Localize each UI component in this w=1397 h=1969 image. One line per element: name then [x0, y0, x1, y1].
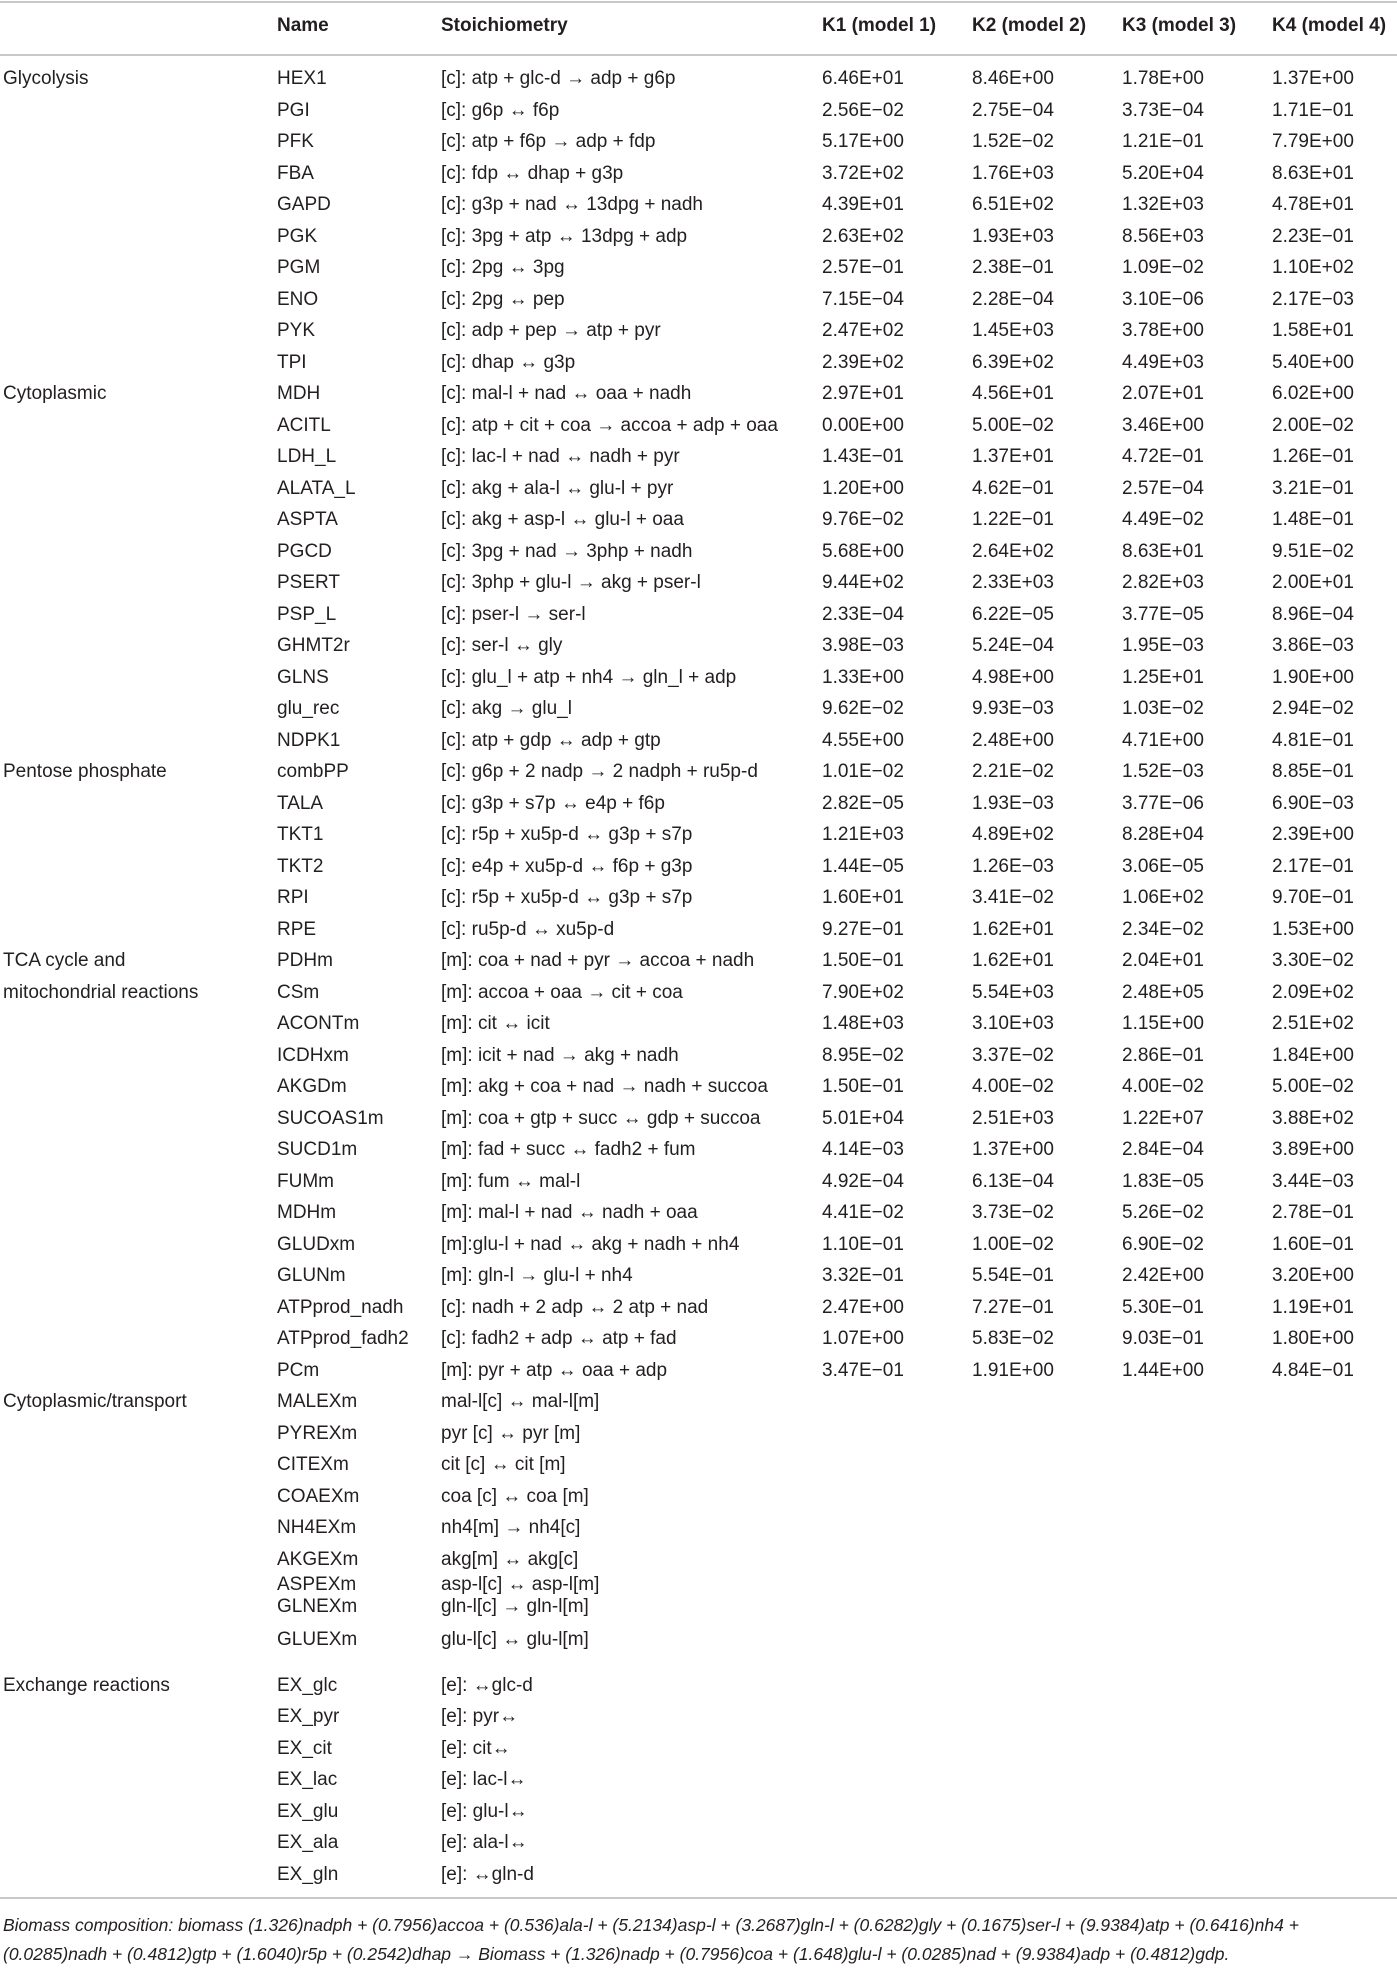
reaction-stoichiometry: [c]: g6p ↔ f6p [441, 99, 560, 121]
k1-value: 1.43E−01 [822, 446, 904, 467]
k4-value: 3.44E−03 [1272, 1170, 1354, 1192]
reaction-name: EX_cit [277, 1737, 332, 1759]
reaction-stoichiometry: [m]: icit + nad → akg + nadh [441, 1044, 679, 1066]
k2-value: 1.45E+03 [972, 320, 1054, 341]
k1-value: 7.90E+02 [822, 981, 904, 1003]
k3-value: 6.90E−02 [1122, 1233, 1204, 1255]
k4-value: 3.30E−02 [1272, 950, 1354, 971]
reaction-name: AKGEXm [277, 1548, 359, 1570]
reaction-name: RPE [277, 918, 317, 940]
reaction-stoichiometry: [c]: atp + glc-d → adp + g6p [441, 68, 676, 89]
header-name: Name [277, 15, 329, 36]
k4-value: 1.48E−01 [1272, 509, 1354, 530]
k1-value: 5.68E+00 [822, 540, 904, 562]
k2-value: 6.22E−05 [972, 603, 1054, 625]
reaction-stoichiometry: [c]: ru5p-d ↔ xu5p-d [441, 918, 615, 940]
reaction-stoichiometry: [e]: ↔glc-d [441, 1674, 533, 1696]
k4-value: 2.00E−02 [1272, 414, 1354, 436]
reaction-stoichiometry: [c]: g3p + s7p ↔ e4p + f6p [441, 792, 665, 814]
k1-value: 1.07E+00 [822, 1328, 904, 1349]
reaction-name: ACONTm [277, 1013, 360, 1034]
k1-value: 2.33E−04 [822, 603, 904, 625]
reaction-name: HEX1 [277, 68, 327, 89]
k3-value: 3.06E−05 [1122, 855, 1204, 877]
reaction-name: AKGDm [277, 1076, 347, 1097]
k3-value: 1.21E−01 [1122, 131, 1204, 152]
k3-value: 4.72E−01 [1122, 446, 1204, 467]
k2-value: 1.76E+03 [972, 162, 1054, 184]
reaction-stoichiometry: cit [c] ↔ cit [m] [441, 1454, 566, 1475]
reaction-stoichiometry: [e]: ↔gln-d [441, 1863, 534, 1885]
reaction-name: PCm [277, 1359, 320, 1381]
k3-value: 1.44E+00 [1122, 1359, 1204, 1381]
k2-value: 5.00E−02 [972, 414, 1054, 436]
k2-value: 5.83E−02 [972, 1328, 1054, 1349]
k4-value: 1.53E+00 [1272, 918, 1354, 940]
k3-value: 5.20E+04 [1122, 162, 1204, 184]
k1-value: 2.63E+02 [822, 225, 904, 247]
reaction-stoichiometry: [c]: glu_l + atp + nh4 → gln_l + adp [441, 666, 737, 688]
k1-value: 4.92E−04 [822, 1170, 904, 1192]
reaction-stoichiometry: mal-l[c] ↔ mal-l[m] [441, 1391, 600, 1412]
k4-value: 5.00E−02 [1272, 1076, 1354, 1097]
reaction-stoichiometry: [c]: r5p + xu5p-d ↔ g3p + s7p [441, 887, 693, 908]
k4-value: 7.79E+00 [1272, 131, 1354, 152]
k4-value: 2.51E+02 [1272, 1013, 1354, 1034]
k1-value: 1.60E+01 [822, 887, 904, 908]
k1-value: 0.00E+00 [822, 414, 904, 436]
reaction-name: COAEXm [277, 1485, 360, 1507]
reaction-name: PGI [277, 99, 310, 121]
reaction-stoichiometry: [m]: pyr + atp ↔ oaa + adp [441, 1359, 668, 1381]
k3-value: 1.95E−03 [1122, 635, 1204, 656]
k2-value: 1.52E−02 [972, 131, 1054, 152]
reaction-name: EX_pyr [277, 1706, 340, 1727]
reaction-name: GAPD [277, 194, 331, 215]
k1-value: 3.98E−03 [822, 635, 904, 656]
reaction-stoichiometry: [e]: pyr↔ [441, 1706, 519, 1727]
k4-value: 2.39E+00 [1272, 824, 1354, 845]
k2-value: 4.00E−02 [972, 1076, 1054, 1097]
group-label: TCA cycle and mitochondrial reactions [3, 950, 199, 1003]
reaction-name: PDHm [277, 950, 333, 971]
reaction-stoichiometry: [c]: akg → glu_l [441, 698, 572, 719]
k4-value: 6.90E−03 [1272, 792, 1354, 814]
k1-value: 3.72E+02 [822, 162, 904, 184]
reaction-stoichiometry: [c]: akg + ala-l ↔ glu-l + pyr [441, 477, 674, 499]
reaction-name: MDH [277, 383, 321, 404]
k1-value: 6.46E+01 [822, 68, 904, 89]
header-k1: K1 (model 1) [822, 15, 937, 36]
reaction-stoichiometry: [m]: gln-l → glu-l + nh4 [441, 1265, 633, 1286]
k3-value: 1.78E+00 [1122, 68, 1204, 89]
k1-value: 1.21E+03 [822, 824, 904, 845]
reaction-name: ASPTA [277, 509, 338, 530]
reaction-name: EX_glu [277, 1800, 339, 1822]
k1-value: 9.76E−02 [822, 509, 904, 530]
reaction-stoichiometry: pyr [c] ↔ pyr [m] [441, 1422, 581, 1444]
reaction-stoichiometry: [c]: 3pg + nad → 3php + nadh [441, 540, 693, 562]
reaction-stoichiometry: [m]: coa + gtp + succ ↔ gdp + succoa [441, 1107, 761, 1129]
header-k3: K3 (model 3) [1122, 15, 1237, 36]
reaction-stoichiometry: [c]: fdp ↔ dhap + g3p [441, 162, 624, 184]
k4-value: 8.63E+01 [1272, 162, 1354, 184]
reaction-name: GLUEXm [277, 1629, 358, 1650]
k1-value: 1.50E−01 [822, 950, 904, 971]
k2-value: 1.93E−03 [972, 792, 1054, 814]
k4-value: 3.86E−03 [1272, 635, 1354, 656]
reaction-name: PGK [277, 225, 318, 247]
k2-value: 3.10E+03 [972, 1013, 1054, 1034]
reaction-stoichiometry: [c]: lac-l + nad ↔ nadh + pyr [441, 446, 680, 467]
k2-value: 1.00E−02 [972, 1233, 1054, 1255]
k3-value: 1.25E+01 [1122, 666, 1204, 688]
k1-value: 7.15E−04 [822, 288, 904, 310]
k1-value: 4.39E+01 [822, 194, 904, 215]
k2-value: 3.37E−02 [972, 1044, 1054, 1066]
reaction-stoichiometry: coa [c] ↔ coa [m] [441, 1485, 589, 1507]
k3-value: 1.22E+07 [1122, 1107, 1204, 1129]
reaction-name: PGCD [277, 540, 332, 562]
k3-value: 2.07E+01 [1122, 383, 1204, 404]
k1-value: 2.47E+00 [822, 1296, 904, 1318]
reaction-name: CSm [277, 981, 320, 1003]
k4-value: 8.96E−04 [1272, 603, 1354, 625]
reaction-name: TKT1 [277, 824, 324, 845]
k1-value: 2.56E−02 [822, 99, 904, 121]
reaction-stoichiometry: akg[m] ↔ akg[c] [441, 1548, 579, 1570]
k3-value: 3.77E−05 [1122, 603, 1204, 625]
k4-value: 3.88E+02 [1272, 1107, 1354, 1129]
k1-value: 2.39E+02 [822, 351, 904, 373]
k1-value: 8.95E−02 [822, 1044, 904, 1066]
reaction-name: ATPprod_nadh [277, 1296, 404, 1318]
k4-value: 4.84E−01 [1272, 1359, 1354, 1381]
k4-value: 1.26E−01 [1272, 446, 1354, 467]
k3-value: 5.30E−01 [1122, 1296, 1204, 1318]
group-label: Glycolysis [3, 68, 89, 90]
reaction-stoichiometry: [c]: r5p + xu5p-d ↔ g3p + s7p [441, 824, 693, 845]
k4-value: 2.78E−01 [1272, 1202, 1354, 1223]
k3-value: 2.42E+00 [1122, 1265, 1204, 1286]
reaction-stoichiometry: [c]: pser-l → ser-l [441, 603, 586, 625]
reaction-stoichiometry: [c]: 2pg ↔ pep [441, 288, 565, 310]
k3-value: 5.26E−02 [1122, 1202, 1204, 1223]
reaction-stoichiometry: [c]: adp + pep → atp + pyr [441, 320, 661, 341]
reaction-name: PFK [277, 131, 314, 152]
k2-value: 4.62E−01 [972, 477, 1054, 499]
reaction-name: CITEXm [277, 1454, 349, 1475]
reaction-stoichiometry: [m]: accoa + oaa → cit + coa [441, 981, 683, 1003]
reaction-name: GLUDxm [277, 1233, 356, 1255]
reaction-stoichiometry: [m]: akg + coa + nad → nadh + succoa [441, 1076, 768, 1097]
k1-value: 2.47E+02 [822, 320, 904, 341]
k1-value: 1.50E−01 [822, 1076, 904, 1097]
k4-value: 1.19E+01 [1272, 1296, 1354, 1318]
k2-value: 1.26E−03 [972, 855, 1054, 877]
k2-value: 9.93E−03 [972, 698, 1054, 719]
reaction-name: GHMT2r [277, 635, 350, 656]
reaction-name: RPI [277, 887, 309, 908]
reaction-stoichiometry: [c]: atp + f6p → adp + fdp [441, 131, 656, 152]
reaction-stoichiometry: [c]: atp + gdp ↔ adp + gtp [441, 729, 661, 751]
k3-value: 3.10E−06 [1122, 288, 1204, 310]
reaction-stoichiometry: [c]: atp + cit + coa → accoa + adp + oaa [441, 414, 778, 436]
k3-value: 3.78E+00 [1122, 320, 1204, 341]
k1-value: 9.27E−01 [822, 918, 904, 940]
k1-value: 5.17E+00 [822, 131, 904, 152]
k4-value: 4.78E+01 [1272, 194, 1354, 215]
reaction-stoichiometry: [c]: mal-l + nad ↔ oaa + nadh [441, 383, 692, 404]
k2-value: 2.33E+03 [972, 572, 1054, 593]
reaction-name: TKT2 [277, 855, 324, 877]
k1-value: 9.44E+02 [822, 572, 904, 593]
reaction-stoichiometry: [c]: 2pg ↔ 3pg [441, 257, 565, 278]
reaction-stoichiometry: [m]: fad + succ ↔ fadh2 + fum [441, 1139, 696, 1160]
reaction-name: PYK [277, 320, 316, 341]
k3-value: 4.49E−02 [1122, 509, 1204, 530]
k2-value: 2.51E+03 [972, 1107, 1054, 1129]
reaction-name: ICDHxm [277, 1044, 349, 1066]
k3-value: 2.57E−04 [1122, 477, 1204, 499]
table-header-rule [0, 54, 1397, 56]
biomass-footnote: Biomass composition: biomass (1.326)nadph + (0.7956)accoa + (0.536)ala-l + (5.2134)asp-l + (3.2687)gln-l + (0.6282)gly + (0.1675)ser-l + (9.9384)atp + (0.6416)nh4 + (0.0285)nadh + (0.4812)gtp + (1.6040)r5p + (0.2542)dhap → Biomass + (1.326)nadp + (0.7956)coa + (1.648)glu-l + (0.0285)nad + (9.9384)adp + (0.4812)gdp. [3, 1915, 1299, 1964]
k4-value: 1.60E−01 [1272, 1233, 1354, 1255]
k3-value: 8.28E+04 [1122, 824, 1204, 845]
reaction-name: NDPK1 [277, 729, 341, 751]
reaction-stoichiometry: [c]: dhap ↔ g3p [441, 351, 576, 373]
header-k4: K4 (model 4) [1272, 15, 1387, 36]
k2-value: 6.39E+02 [972, 351, 1054, 373]
reaction-name: ASPEXm [277, 1574, 357, 1595]
k3-value: 3.46E+00 [1122, 414, 1204, 436]
k1-value: 1.44E−05 [822, 855, 904, 877]
k3-value: 2.86E−01 [1122, 1044, 1204, 1066]
k4-value: 1.84E+00 [1272, 1044, 1354, 1066]
k3-value: 1.06E+02 [1122, 887, 1204, 908]
k3-value: 8.56E+03 [1122, 225, 1204, 247]
k4-value: 3.21E−01 [1272, 477, 1354, 499]
k3-value: 3.73E−04 [1122, 99, 1204, 121]
reaction-name: GLNS [277, 666, 329, 688]
reaction-name: SUCD1m [277, 1139, 358, 1160]
k4-value: 9.70E−01 [1272, 887, 1354, 908]
reaction-stoichiometry: [e]: lac-l↔ [441, 1769, 527, 1790]
reaction-stoichiometry: [c]: ser-l ↔ gly [441, 635, 563, 656]
reaction-stoichiometry: glu-l[c] ↔ glu-l[m] [441, 1629, 589, 1650]
k4-value: 2.00E+01 [1272, 572, 1354, 593]
header-k2: K2 (model 2) [972, 15, 1087, 36]
k2-value: 2.48E+00 [972, 729, 1054, 751]
table-bottom-rule [0, 1897, 1397, 1899]
reaction-stoichiometry: [e]: cit↔ [441, 1737, 511, 1759]
k2-value: 1.62E+01 [972, 950, 1054, 971]
k3-value: 2.48E+05 [1122, 981, 1204, 1003]
k3-value: 2.34E−02 [1122, 918, 1204, 940]
k3-value: 2.82E+03 [1122, 572, 1204, 593]
reaction-name: combPP [277, 761, 349, 782]
reaction-stoichiometry: [c]: 3php + glu-l → akg + pser-l [441, 572, 701, 593]
k3-value: 4.00E−02 [1122, 1076, 1204, 1097]
group-label: Cytoplasmic [3, 383, 107, 405]
k4-value: 2.17E−03 [1272, 288, 1354, 310]
reaction-name: FUMm [277, 1170, 334, 1192]
k1-value: 1.48E+03 [822, 1013, 904, 1034]
k2-value: 1.62E+01 [972, 918, 1054, 940]
reaction-name: ALATA_L [277, 477, 356, 499]
k1-value: 9.62E−02 [822, 698, 904, 719]
k4-value: 6.02E+00 [1272, 383, 1354, 404]
k4-value: 1.10E+02 [1272, 257, 1354, 278]
group-label: Exchange reactions [3, 1674, 170, 1696]
reaction-stoichiometry: [m]: fum ↔ mal-l [441, 1170, 581, 1192]
k1-value: 2.82E−05 [822, 792, 904, 814]
k2-value: 5.24E−04 [972, 635, 1054, 656]
k2-value: 1.22E−01 [972, 509, 1054, 530]
k2-value: 2.38E−01 [972, 257, 1054, 278]
k2-value: 1.93E+03 [972, 225, 1054, 247]
k2-value: 1.91E+00 [972, 1359, 1054, 1381]
reaction-name: ENO [277, 288, 319, 310]
reaction-name: ATPprod_fadh2 [277, 1328, 409, 1349]
k2-value: 4.89E+02 [972, 824, 1054, 845]
k3-value: 4.49E+03 [1122, 351, 1204, 373]
reaction-name: MALEXm [277, 1391, 358, 1412]
reaction-stoichiometry: [m]: coa + nad + pyr → accoa + nadh [441, 950, 755, 971]
k2-value: 6.13E−04 [972, 1170, 1054, 1192]
reaction-stoichiometry: [m]:glu-l + nad ↔ akg + nadh + nh4 [441, 1233, 740, 1255]
k1-value: 1.10E−01 [822, 1233, 904, 1255]
k4-value: 3.20E+00 [1272, 1265, 1354, 1286]
k4-value: 1.80E+00 [1272, 1328, 1354, 1349]
k1-value: 3.32E−01 [822, 1265, 904, 1286]
reaction-name: TPI [277, 351, 307, 373]
k1-value: 1.01E−02 [822, 761, 904, 782]
k2-value: 1.37E+01 [972, 446, 1054, 467]
reaction-name: EX_gln [277, 1863, 339, 1885]
k4-value: 3.89E+00 [1272, 1139, 1354, 1160]
k3-value: 1.32E+03 [1122, 194, 1204, 215]
k1-value: 4.55E+00 [822, 729, 904, 751]
reaction-stoichiometry: [e]: glu-l↔ [441, 1800, 528, 1822]
reaction-stoichiometry: [c]: akg + asp-l ↔ glu-l + oaa [441, 509, 684, 530]
k2-value: 7.27E−01 [972, 1296, 1054, 1318]
k2-value: 1.37E+00 [972, 1139, 1054, 1160]
reaction-stoichiometry: gln-l[c] → gln-l[m] [441, 1595, 589, 1617]
reaction-name: PSERT [277, 572, 341, 593]
k2-value: 3.73E−02 [972, 1202, 1054, 1223]
k4-value: 5.40E+00 [1272, 351, 1354, 373]
k3-value: 3.77E−06 [1122, 792, 1204, 814]
reaction-name: glu_rec [277, 698, 340, 719]
k1-value: 3.47E−01 [822, 1359, 904, 1381]
reaction-name: TALA [277, 792, 324, 814]
k2-value: 5.54E+03 [972, 981, 1054, 1003]
reaction-name: EX_lac [277, 1769, 338, 1790]
reaction-name: MDHm [277, 1202, 337, 1223]
reaction-name: PSP_L [277, 603, 337, 625]
reaction-stoichiometry: [c]: g6p + 2 nadp → 2 nadph + ru5p-d [441, 761, 758, 782]
reaction-name: FBA [277, 162, 314, 184]
k3-value: 8.63E+01 [1122, 540, 1204, 562]
reaction-name: PGM [277, 257, 321, 278]
reaction-stoichiometry: [m]: mal-l + nad ↔ nadh + oaa [441, 1202, 698, 1223]
k4-value: 1.71E−01 [1272, 99, 1354, 121]
k1-value: 2.97E+01 [822, 383, 904, 404]
k4-value: 1.37E+00 [1272, 68, 1354, 89]
k2-value: 5.54E−01 [972, 1265, 1054, 1286]
k4-value: 1.58E+01 [1272, 320, 1354, 341]
k3-value: 1.09E−02 [1122, 257, 1204, 278]
reaction-name: EX_ala [277, 1832, 339, 1853]
k1-value: 4.14E−03 [822, 1139, 904, 1160]
header-stoichiometry: Stoichiometry [441, 15, 568, 36]
k4-value: 8.85E−01 [1272, 761, 1354, 782]
reaction-stoichiometry: [c]: g3p + nad ↔ 13dpg + nadh [441, 194, 703, 215]
k1-value: 5.01E+04 [822, 1107, 904, 1129]
reaction-name: GLNEXm [277, 1595, 358, 1617]
reaction-name: GLUNm [277, 1265, 346, 1286]
k2-value: 8.46E+00 [972, 68, 1054, 89]
reaction-name: ACITL [277, 414, 331, 436]
k4-value: 9.51E−02 [1272, 540, 1354, 562]
k4-value: 2.17E−01 [1272, 855, 1354, 877]
k2-value: 2.64E+02 [972, 540, 1054, 562]
k3-value: 1.83E−05 [1122, 1170, 1204, 1192]
reaction-name: PYREXm [277, 1422, 358, 1444]
k4-value: 2.94E−02 [1272, 698, 1354, 719]
reaction-name: NH4EXm [277, 1517, 357, 1538]
reaction-stoichiometry: [e]: ala-l↔ [441, 1832, 528, 1853]
k3-value: 1.52E−03 [1122, 761, 1204, 782]
group-label: Cytoplasmic/transport [3, 1391, 187, 1413]
reaction-name: EX_glc [277, 1674, 338, 1696]
reaction-stoichiometry: [c]: nadh + 2 adp ↔ 2 atp + nad [441, 1296, 709, 1318]
k3-value: 2.84E−04 [1122, 1139, 1204, 1160]
reaction-name: SUCOAS1m [277, 1107, 384, 1129]
k3-value: 4.71E+00 [1122, 729, 1204, 751]
k3-value: 1.15E+00 [1122, 1013, 1204, 1034]
k1-value: 1.20E+00 [822, 477, 904, 499]
k4-value: 1.90E+00 [1272, 666, 1354, 688]
k3-value: 2.04E+01 [1122, 950, 1204, 971]
reaction-name: LDH_L [277, 446, 337, 467]
k2-value: 4.98E+00 [972, 666, 1054, 688]
k1-value: 2.57E−01 [822, 257, 904, 278]
reaction-stoichiometry: [c]: 3pg + atp ↔ 13dpg + adp [441, 225, 688, 247]
k1-value: 4.41E−02 [822, 1202, 904, 1223]
k1-value: 1.33E+00 [822, 666, 904, 688]
reaction-stoichiometry: asp-l[c] ↔ asp-l[m] [441, 1574, 600, 1595]
k2-value: 4.56E+01 [972, 383, 1054, 404]
reaction-stoichiometry: nh4[m] → nh4[c] [441, 1517, 581, 1538]
k4-value: 2.23E−01 [1272, 225, 1354, 247]
k3-value: 9.03E−01 [1122, 1328, 1204, 1349]
reaction-stoichiometry: [c]: e4p + xu5p-d ↔ f6p + g3p [441, 855, 693, 877]
k2-value: 3.41E−02 [972, 887, 1054, 908]
k3-value: 1.03E−02 [1122, 698, 1204, 719]
k4-value: 4.81E−01 [1272, 729, 1354, 751]
reaction-stoichiometry: [c]: fadh2 + adp ↔ atp + fad [441, 1328, 677, 1349]
group-label: Pentose phosphate [3, 761, 167, 783]
k2-value: 6.51E+02 [972, 194, 1054, 215]
k4-value: 2.09E+02 [1272, 981, 1354, 1003]
k2-value: 2.28E−04 [972, 288, 1054, 310]
reaction-stoichiometry: [m]: cit ↔ icit [441, 1013, 550, 1034]
k2-value: 2.21E−02 [972, 761, 1054, 782]
k2-value: 2.75E−04 [972, 99, 1054, 121]
